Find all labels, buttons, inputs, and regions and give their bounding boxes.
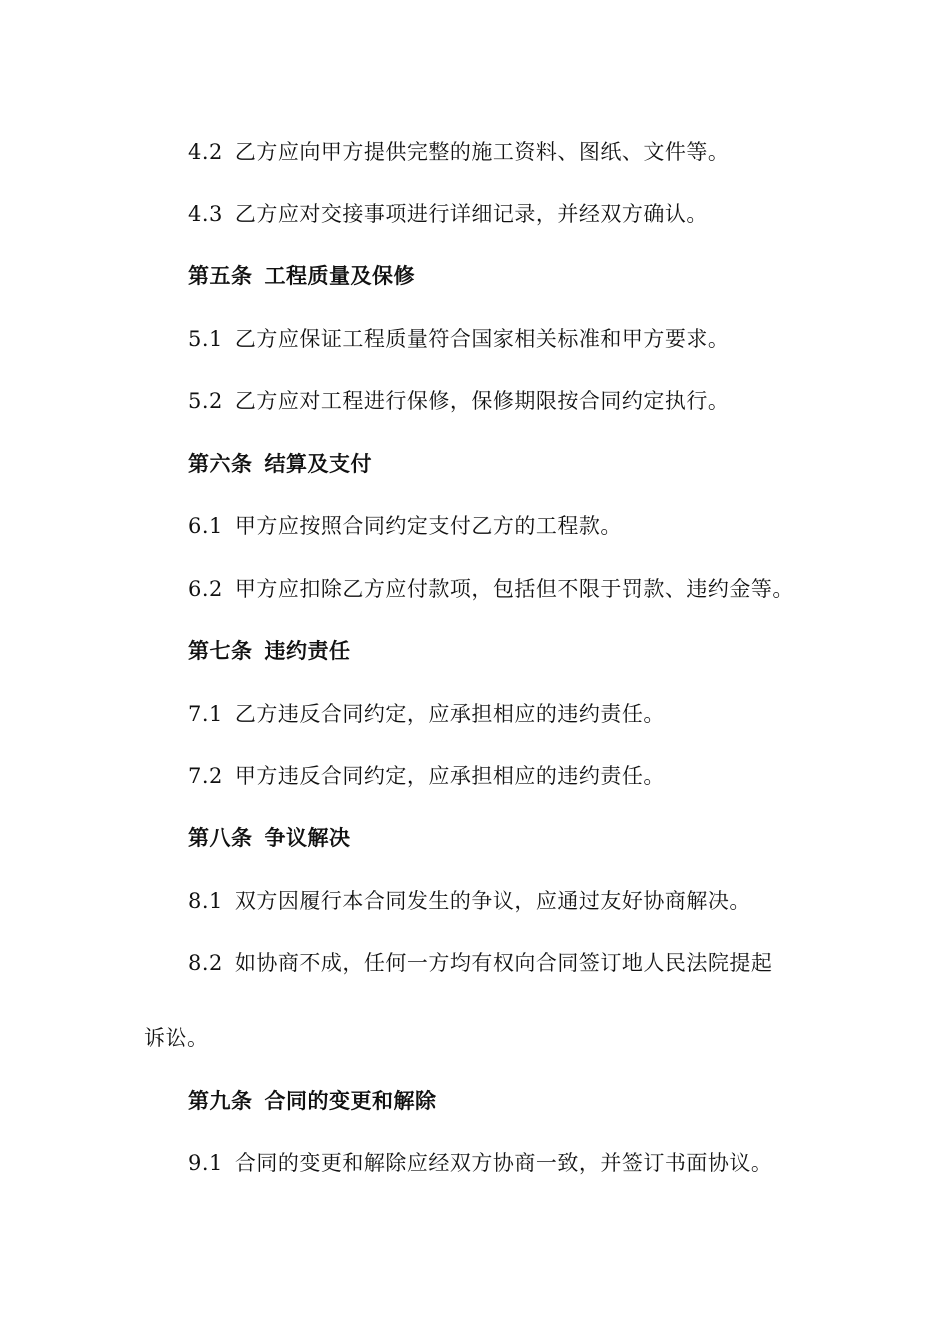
clause-4-3	[188, 199, 708, 229]
clause-8-2	[188, 948, 772, 978]
section-number: 第五条	[188, 264, 253, 288]
clause-text: 甲方应扣除乙方应付款项，包括但不限于罚款、违约金等。	[234, 577, 794, 601]
clause-number: 5.1	[188, 327, 223, 351]
clause-number: 7.1	[188, 702, 223, 726]
clause-number: 4.2	[188, 140, 223, 164]
clause-text: 甲方违反合同约定，应承担相应的违约责任。	[234, 764, 665, 788]
section-heading-9	[188, 1086, 437, 1116]
section-title: 工程质量及保修	[264, 264, 415, 288]
clause-5-2	[188, 386, 729, 416]
clause-text: 甲方应按照合同约定支付乙方的工程款。	[234, 514, 622, 538]
clause-7-1	[188, 699, 665, 729]
clause-text: 合同的变更和解除应经双方协商一致，并签订书面协议。	[234, 1151, 773, 1175]
clause-4-2	[188, 137, 729, 167]
clause-8-1	[188, 886, 751, 916]
clause-number: 7.2	[188, 764, 223, 788]
section-heading-6	[188, 449, 372, 479]
section-number: 第六条	[188, 452, 253, 476]
clause-number: 6.1	[188, 514, 223, 538]
clause-text: 乙方应向甲方提供完整的施工资料、图纸、文件等。	[234, 140, 730, 164]
clause-8-2-continuation	[144, 1023, 209, 1053]
section-number: 第九条	[188, 1089, 253, 1113]
clause-number: 8.1	[188, 889, 223, 913]
section-title: 结算及支付	[264, 452, 372, 476]
clause-9-1	[188, 1148, 772, 1178]
clause-number: 5.2	[188, 389, 223, 413]
clause-text: 乙方应对工程进行保修，保修期限按合同约定执行。	[234, 389, 730, 413]
clause-number: 4.3	[188, 202, 223, 226]
clause-7-2	[188, 761, 665, 791]
clause-text: 乙方应保证工程质量符合国家相关标准和甲方要求。	[234, 327, 730, 351]
clause-text: 乙方应对交接事项进行详细记录，并经双方确认。	[234, 202, 708, 226]
section-heading-5	[188, 261, 415, 291]
clause-text: 乙方违反合同约定，应承担相应的违约责任。	[234, 702, 665, 726]
clause-6-2	[188, 574, 794, 604]
section-number: 第七条	[188, 639, 253, 663]
section-number: 第八条	[188, 826, 253, 850]
clause-5-1	[188, 324, 729, 354]
clause-number: 9.1	[188, 1151, 223, 1175]
section-title: 违约责任	[264, 639, 351, 663]
clause-text: 诉讼。	[144, 1026, 209, 1050]
clause-6-1	[188, 511, 622, 541]
clause-text: 双方因履行本合同发生的争议，应通过友好协商解决。	[234, 889, 751, 913]
section-heading-7	[188, 636, 351, 666]
section-heading-8	[188, 823, 351, 853]
clause-number: 6.2	[188, 577, 223, 601]
clause-number: 8.2	[188, 951, 223, 975]
section-title: 合同的变更和解除	[264, 1089, 437, 1113]
section-title: 争议解决	[264, 826, 351, 850]
clause-text: 如协商不成，任何一方均有权向合同签订地人民法院提起	[234, 951, 773, 975]
